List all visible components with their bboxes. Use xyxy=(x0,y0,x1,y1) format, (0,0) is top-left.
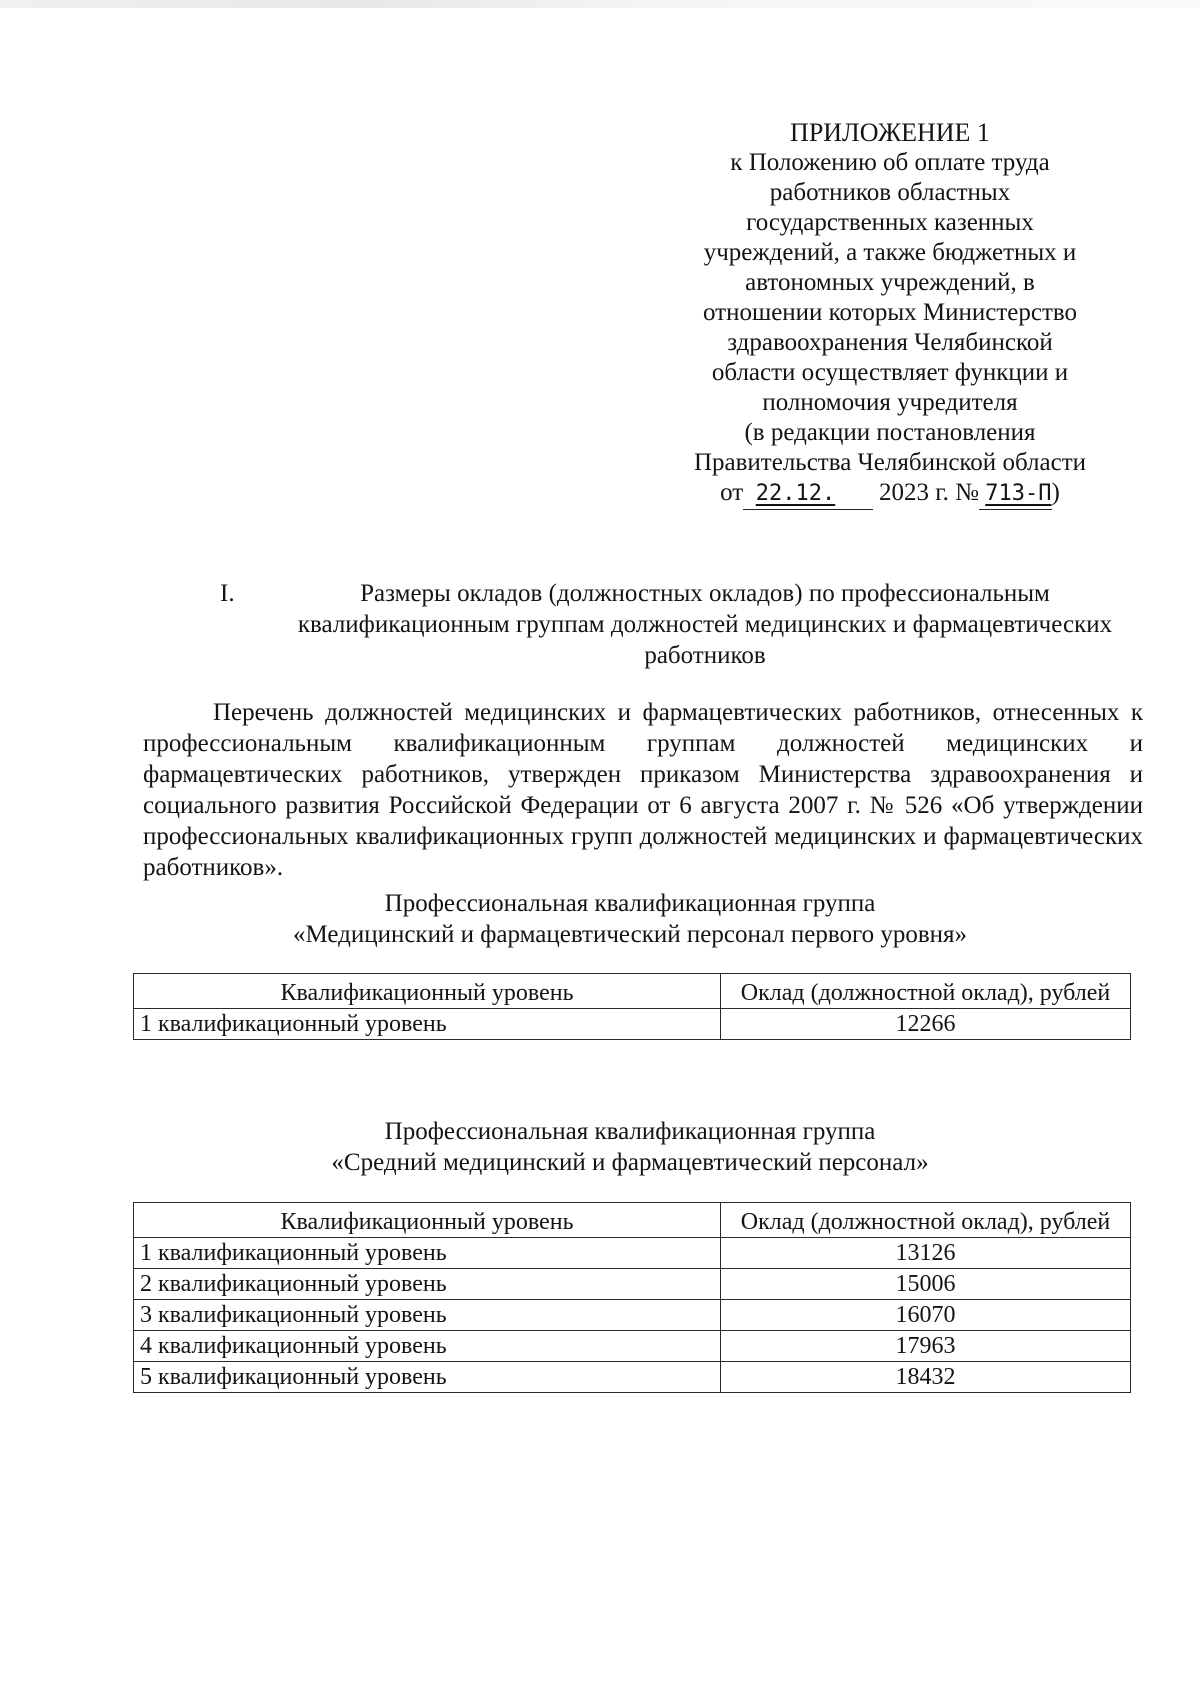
salary-table xyxy=(133,1202,1131,1393)
date-blank xyxy=(743,478,872,510)
group-heading-line: Профессиональная квалификационная группа xyxy=(384,890,876,917)
appendix-title: ПРИЛОЖЕНИЕ 1 xyxy=(790,118,990,147)
appendix-line: работников областных xyxy=(769,179,1011,206)
qualification-level: 5 квалификационный уровень xyxy=(134,1362,721,1393)
salary-value: 18432 xyxy=(721,1362,1131,1393)
appendix-line: государственных казенных xyxy=(746,209,1034,236)
closing-paren: ) xyxy=(1051,479,1060,506)
number-blank xyxy=(979,478,1051,510)
table-row xyxy=(134,1009,1131,1040)
qualification-level: 1 квалификационный уровень xyxy=(134,1238,721,1269)
table-row xyxy=(134,1300,1131,1331)
qualification-level: 4 квалификационный уровень xyxy=(134,1331,721,1362)
appendix-line: области осуществляет функции и xyxy=(711,359,1069,386)
group-heading-line: Профессиональная квалификационная группа xyxy=(384,1118,876,1145)
table-row xyxy=(134,1269,1131,1300)
salary-value: 16070 xyxy=(721,1300,1131,1331)
column-header-salary: Оклад (должностной оклад), рублей xyxy=(721,974,1131,1009)
resolution-date-line xyxy=(650,478,1130,510)
salary-table xyxy=(133,973,1131,1040)
group-heading xyxy=(130,1116,1130,1178)
qualification-level: 2 квалификационный уровень xyxy=(134,1269,721,1300)
appendix-line: полномочия учредителя xyxy=(762,389,1018,416)
column-header-salary: Оклад (должностной оклад), рублей xyxy=(721,1203,1131,1238)
table-header-row xyxy=(134,1203,1131,1238)
table-row xyxy=(134,1331,1131,1362)
section-number: I. xyxy=(220,580,235,607)
appendix-line: (в редакции постановления xyxy=(744,419,1036,446)
appendix-line: здравоохранения Челябинской xyxy=(727,329,1053,356)
intro-paragraph: Перечень должностей медицинских и фармацевтических работников, отнесенных к профессиональным квалификационным группам должностей медицинских и фармацевтических работников, утвержден приказом Министерства здравоохранения и социального развития Российской Федерации от 6 августа 2007 г. № 526 «Об утверждении профессиональных квалификационных групп должностей медицинских и фармацевтических работников». xyxy=(143,699,1143,881)
column-header-level: Квалификационный уровень xyxy=(134,1203,721,1238)
salary-value: 13126 xyxy=(721,1238,1131,1269)
column-header-level: Квалификационный уровень xyxy=(134,974,721,1009)
salary-value: 15006 xyxy=(721,1269,1131,1300)
table-row xyxy=(134,1238,1131,1269)
appendix-line: к Положению об оплате труда xyxy=(730,149,1050,176)
appendix-line: автономных учреждений, в xyxy=(745,269,1035,296)
resolution-date: 22.12. xyxy=(755,481,836,506)
scan-edge-shadow xyxy=(0,0,1200,8)
table-header-row xyxy=(134,974,1131,1009)
resolution-number: 713-П xyxy=(985,481,1052,506)
year-text: 2023 г. № xyxy=(878,479,980,506)
qualification-level: 1 квалификационный уровень xyxy=(134,1009,721,1040)
appendix-line: Правительства Челябинской области xyxy=(693,449,1087,476)
group-heading-name: «Средний медицинский и фармацевтический персонал» xyxy=(331,1149,929,1176)
salary-value: 17963 xyxy=(721,1331,1131,1362)
group-heading xyxy=(130,888,1130,950)
group-heading-name: «Медицинский и фармацевтический персонал первого уровня» xyxy=(292,921,968,948)
appendix-line: отношении которых Министерство xyxy=(702,299,1078,326)
appendix-header xyxy=(650,118,1130,510)
section-title: Размеры окладов (должностных окладов) по профессиональным квалификационным группам должностей медицинских и фармацевтических работников xyxy=(297,580,1113,669)
date-prefix: от xyxy=(720,479,744,506)
qualification-level: 3 квалификационный уровень xyxy=(134,1300,721,1331)
appendix-line: учреждений, а также бюджетных и xyxy=(703,239,1077,266)
table-row xyxy=(134,1362,1131,1393)
salary-value: 12266 xyxy=(721,1009,1131,1040)
